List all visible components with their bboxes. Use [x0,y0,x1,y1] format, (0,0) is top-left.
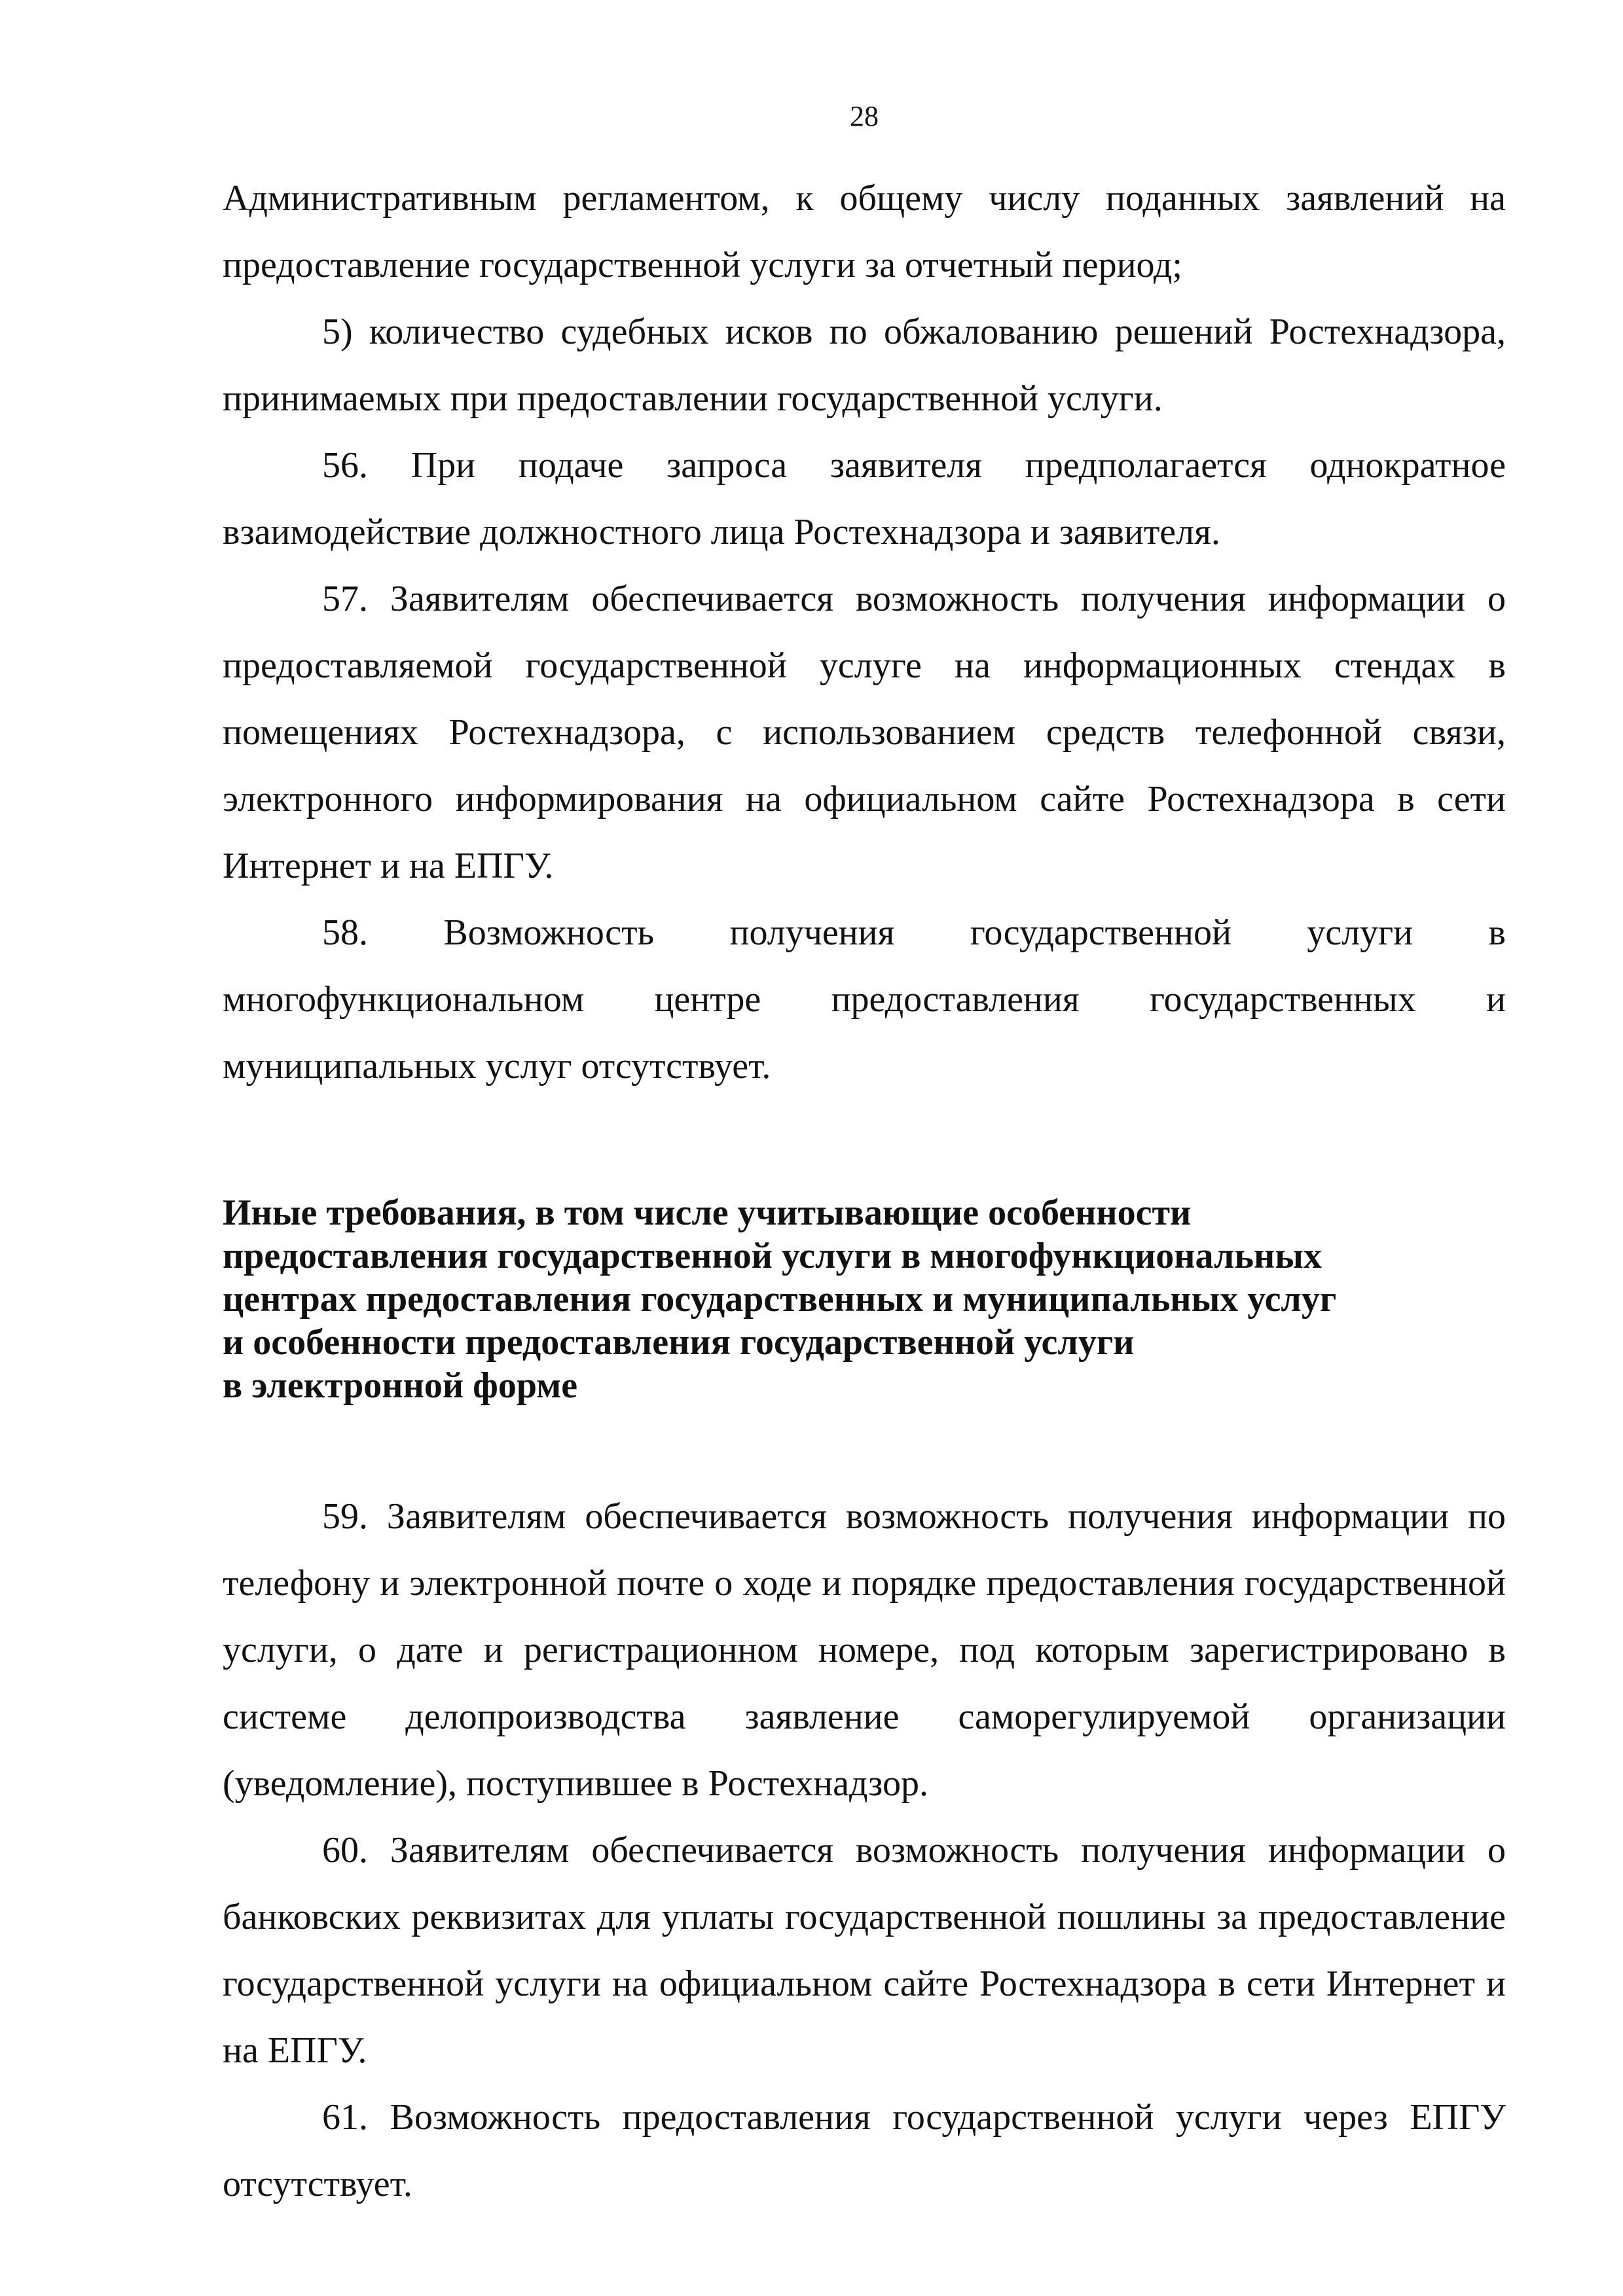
paragraph-56: 56. При подаче запроса заявителя предполагается однократное взаимодействие должностного лица Ростехнадзора и заявителя. [223,445,1506,552]
paragraph-continuation: Административным регламентом, к общему числу поданных заявлений на предоставление государственной услуги за отчетный период; [223,178,1506,285]
paragraph-item-5: 5) количество судебных исков по обжалованию решений Ростехнадзора, принимаемых при предоставлении государственной услуги. [223,312,1506,419]
section-heading [223,1191,1506,1407]
paragraph-61: 61. Возможность предоставления государственной услуги через ЕПГУ отсутствует. [223,2097,1506,2204]
paragraph-57: 57. Заявителям обеспечивается возможность получения информации о предоставляемой государственной услуге на информационных стендах в помещениях Ростехнадзора, с использованием средств телефонной связи, электронного информирования на официальном сайте Ростехнадзора в сети Интернет и на ЕПГУ. [223,579,1506,886]
section-heading-line: центрах предоставления государственных и муниципальных услуг [223,1279,1337,1319]
paragraph-58: 58. Возможность получения государственной услуги в многофункциональном центре предоставления государственных и муниципальных услуг отсутствует. [223,912,1506,1086]
page-number: 28 [850,100,879,132]
spacer [223,1100,1506,1191]
section-heading-line: Иные требования, в том числе учитывающие особенности [223,1193,1192,1233]
document-body [223,165,1506,2217]
paragraph-59: 59. Заявителям обеспечивается возможность получения информации по телефону и электронной почте о ходе и порядке предоставления государственной услуги, о дате и регистрационном номере, под которым зарегистрировано в системе делопроизводства заявление саморегулируемой организации (уведомление), поступившее в Ростехнадзор. [223,1496,1506,1804]
paragraph-60: 60. Заявителям обеспечивается возможность получения информации о банковских реквизитах для уплаты государственной пошлины за предоставление государственной услуги на официальном сайте Ростехнадзора в сети Интернет и на ЕПГУ. [223,1830,1506,2071]
section-heading-line: и особенности предоставления государственной услуги [223,1322,1135,1363]
section-heading-line: предоставления государственной услуги в многофункциональных [223,1236,1322,1276]
section-heading-line: в электронной форме [223,1365,578,1406]
spacer [223,1407,1506,1483]
